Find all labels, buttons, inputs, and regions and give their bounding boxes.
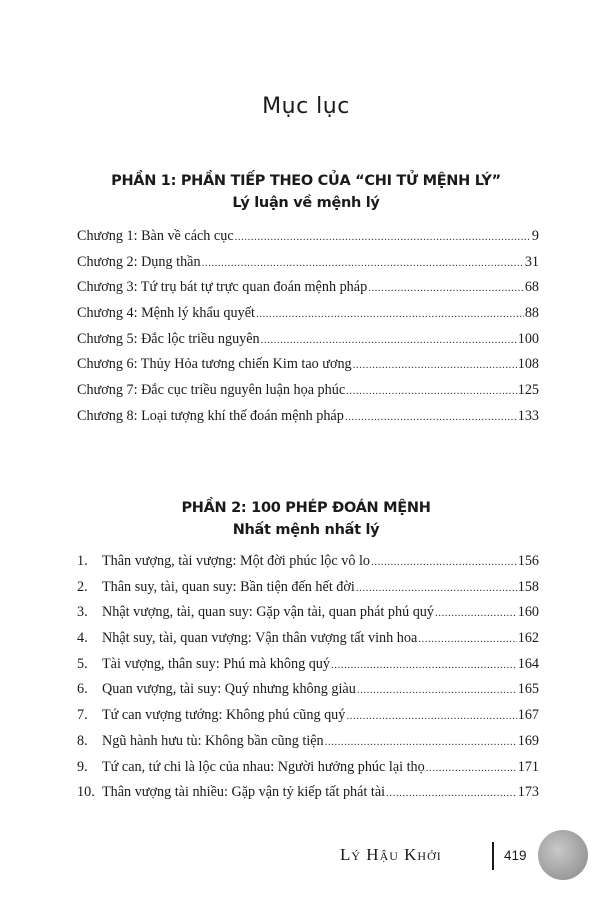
toc-entry[interactable]: [77, 656, 539, 682]
toc-entry-title: Chương 5: Đắc lộc triều nguyên: [77, 330, 260, 347]
toc-entry[interactable]: [77, 784, 539, 810]
decorative-circle-icon: [538, 830, 588, 880]
toc-entry-number: 4.: [77, 630, 88, 647]
toc-entry-title: Quan vượng, tài suy: Quý nhưng không giàu: [102, 681, 356, 698]
toc-entry[interactable]: [77, 382, 539, 408]
toc-entry-page: 100: [517, 330, 539, 347]
toc-entry[interactable]: [77, 305, 539, 331]
toc-entry-page: 108: [517, 356, 539, 373]
page-title: Mục lục: [262, 94, 350, 119]
part2-toc-list: [77, 553, 539, 810]
toc-entry-title: Chương 3: Tứ trụ bát tự trực quan đoán mệnh pháp: [77, 279, 368, 296]
toc-entry-number: 2.: [77, 578, 88, 595]
toc-entry[interactable]: [77, 228, 539, 254]
toc-leader-dots: [345, 411, 517, 423]
toc-entry-page: 156: [517, 553, 539, 569]
toc-entry-page: 9: [531, 228, 539, 244]
toc-entry-page: 167: [517, 707, 539, 724]
toc-leader-dots: [325, 736, 517, 748]
toc-leader-dots: [386, 787, 517, 799]
toc-entry[interactable]: [77, 579, 539, 605]
toc-entry-title: Tứ can vượng tướng: Không phú cũng quý: [102, 707, 346, 724]
toc-entry-number: 6.: [77, 681, 88, 698]
part1-subheading: Lý luận về mệnh lý: [232, 195, 380, 211]
part2-heading: PHẦN 2: 100 PHÉP ĐOÁN MỆNH: [181, 500, 431, 516]
toc-entry-number: 7.: [77, 707, 88, 724]
toc-entry-page: 164: [517, 655, 539, 672]
toc-entry-page: 125: [517, 382, 539, 399]
toc-entry[interactable]: [77, 604, 539, 630]
toc-entry-title: Nhật vượng, tài, quan suy: Gặp vận tài, quan phát phú quý: [102, 604, 434, 621]
toc-leader-dots: [368, 282, 524, 294]
toc-entry-number: 8.: [77, 732, 88, 749]
toc-entry[interactable]: [77, 408, 539, 434]
toc-entry-title: Thân vượng, tài vượng: Một đời phúc lộc vô lo: [102, 553, 371, 569]
toc-entry-title: Ngũ hành hưu tù: Không bần cũng tiện: [102, 732, 324, 749]
toc-entry[interactable]: [77, 759, 539, 785]
toc-entry[interactable]: [77, 279, 539, 305]
toc-entry-title: Chương 8: Loại tượng khí thế đoán mệnh pháp: [77, 407, 344, 424]
part1-heading-block: [0, 170, 612, 214]
toc-entry-title: Chương 1: Bàn về cách cục: [77, 228, 234, 244]
toc-leader-dots: [426, 762, 517, 774]
toc-leader-dots: [331, 659, 517, 671]
toc-entry[interactable]: [77, 553, 539, 579]
toc-entry-page: 162: [517, 630, 539, 647]
part1-toc-list: [77, 228, 539, 434]
footer-divider: [492, 842, 494, 870]
toc-leader-dots: [261, 334, 517, 346]
part1-heading: PHẦN 1: PHẦN TIẾP THEO CỦA “CHI TỬ MỆNH LÝ”: [111, 173, 501, 189]
toc-leader-dots: [202, 257, 524, 269]
part2-heading-block: [0, 497, 612, 541]
toc-entry[interactable]: [77, 681, 539, 707]
toc-entry[interactable]: [77, 733, 539, 759]
toc-entry-title: Chương 6: Thủy Hỏa tương chiến Kim tao ương: [77, 356, 352, 373]
toc-entry-page: 165: [517, 681, 539, 698]
toc-leader-dots: [353, 359, 517, 371]
toc-entry-title: Tứ can, tứ chi là lộc của nhau: Người hưởng phúc lại thọ: [102, 758, 425, 775]
toc-leader-dots: [235, 231, 531, 243]
toc-leader-dots: [435, 607, 517, 619]
toc-entry-title: Tài vượng, thân suy: Phú mà không quý: [102, 655, 330, 672]
toc-entry-title: Nhật suy, tài, quan vượng: Vận thân vượng tất vinh hoa: [102, 630, 418, 647]
toc-entry-page: 158: [517, 578, 539, 595]
toc-entry-title: Chương 4: Mệnh lý khẩu quyết: [77, 305, 255, 322]
toc-entry[interactable]: [77, 356, 539, 382]
toc-entry[interactable]: [77, 707, 539, 733]
toc-entry-number: 3.: [77, 604, 88, 621]
toc-entry[interactable]: [77, 630, 539, 656]
toc-entry[interactable]: [77, 254, 539, 280]
toc-entry-page: 133: [517, 407, 539, 424]
toc-leader-dots: [418, 633, 516, 645]
toc-leader-dots: [371, 556, 517, 568]
toc-leader-dots: [357, 684, 517, 696]
toc-leader-dots: [356, 582, 517, 594]
toc-entry-number: 5.: [77, 655, 88, 672]
toc-entry-title: Chương 7: Đắc cục triều nguyên luận họa phúc: [77, 382, 346, 399]
footer-author: Lý Hậu Khởi: [340, 845, 442, 864]
toc-entry-page: 68: [524, 279, 539, 296]
toc-entry-page: 169: [517, 732, 539, 749]
toc-entry-title: Thân suy, tài, quan suy: Bần tiện đến hết đời: [102, 578, 355, 595]
footer-page-number: 419: [504, 848, 527, 863]
toc-leader-dots: [256, 308, 524, 320]
toc-entry-page: 173: [517, 784, 539, 801]
toc-entry-title: Chương 2: Dụng thần: [77, 253, 201, 270]
toc-entry-number: 10.: [77, 784, 95, 801]
toc-leader-dots: [346, 385, 517, 397]
toc-entry[interactable]: [77, 331, 539, 357]
toc-leader-dots: [346, 710, 516, 722]
toc-entry-number: 1.: [77, 553, 88, 569]
part2-subheading: Nhất mệnh nhất lý: [232, 522, 380, 538]
toc-entry-title: Thân vượng tài nhiều: Gặp vận tỷ kiếp tất phát tài: [102, 784, 386, 801]
toc-entry-number: 9.: [77, 758, 88, 775]
toc-entry-page: 171: [517, 758, 539, 775]
toc-entry-page: 88: [524, 305, 539, 322]
toc-entry-page: 31: [524, 253, 539, 270]
toc-entry-page: 160: [517, 604, 539, 621]
